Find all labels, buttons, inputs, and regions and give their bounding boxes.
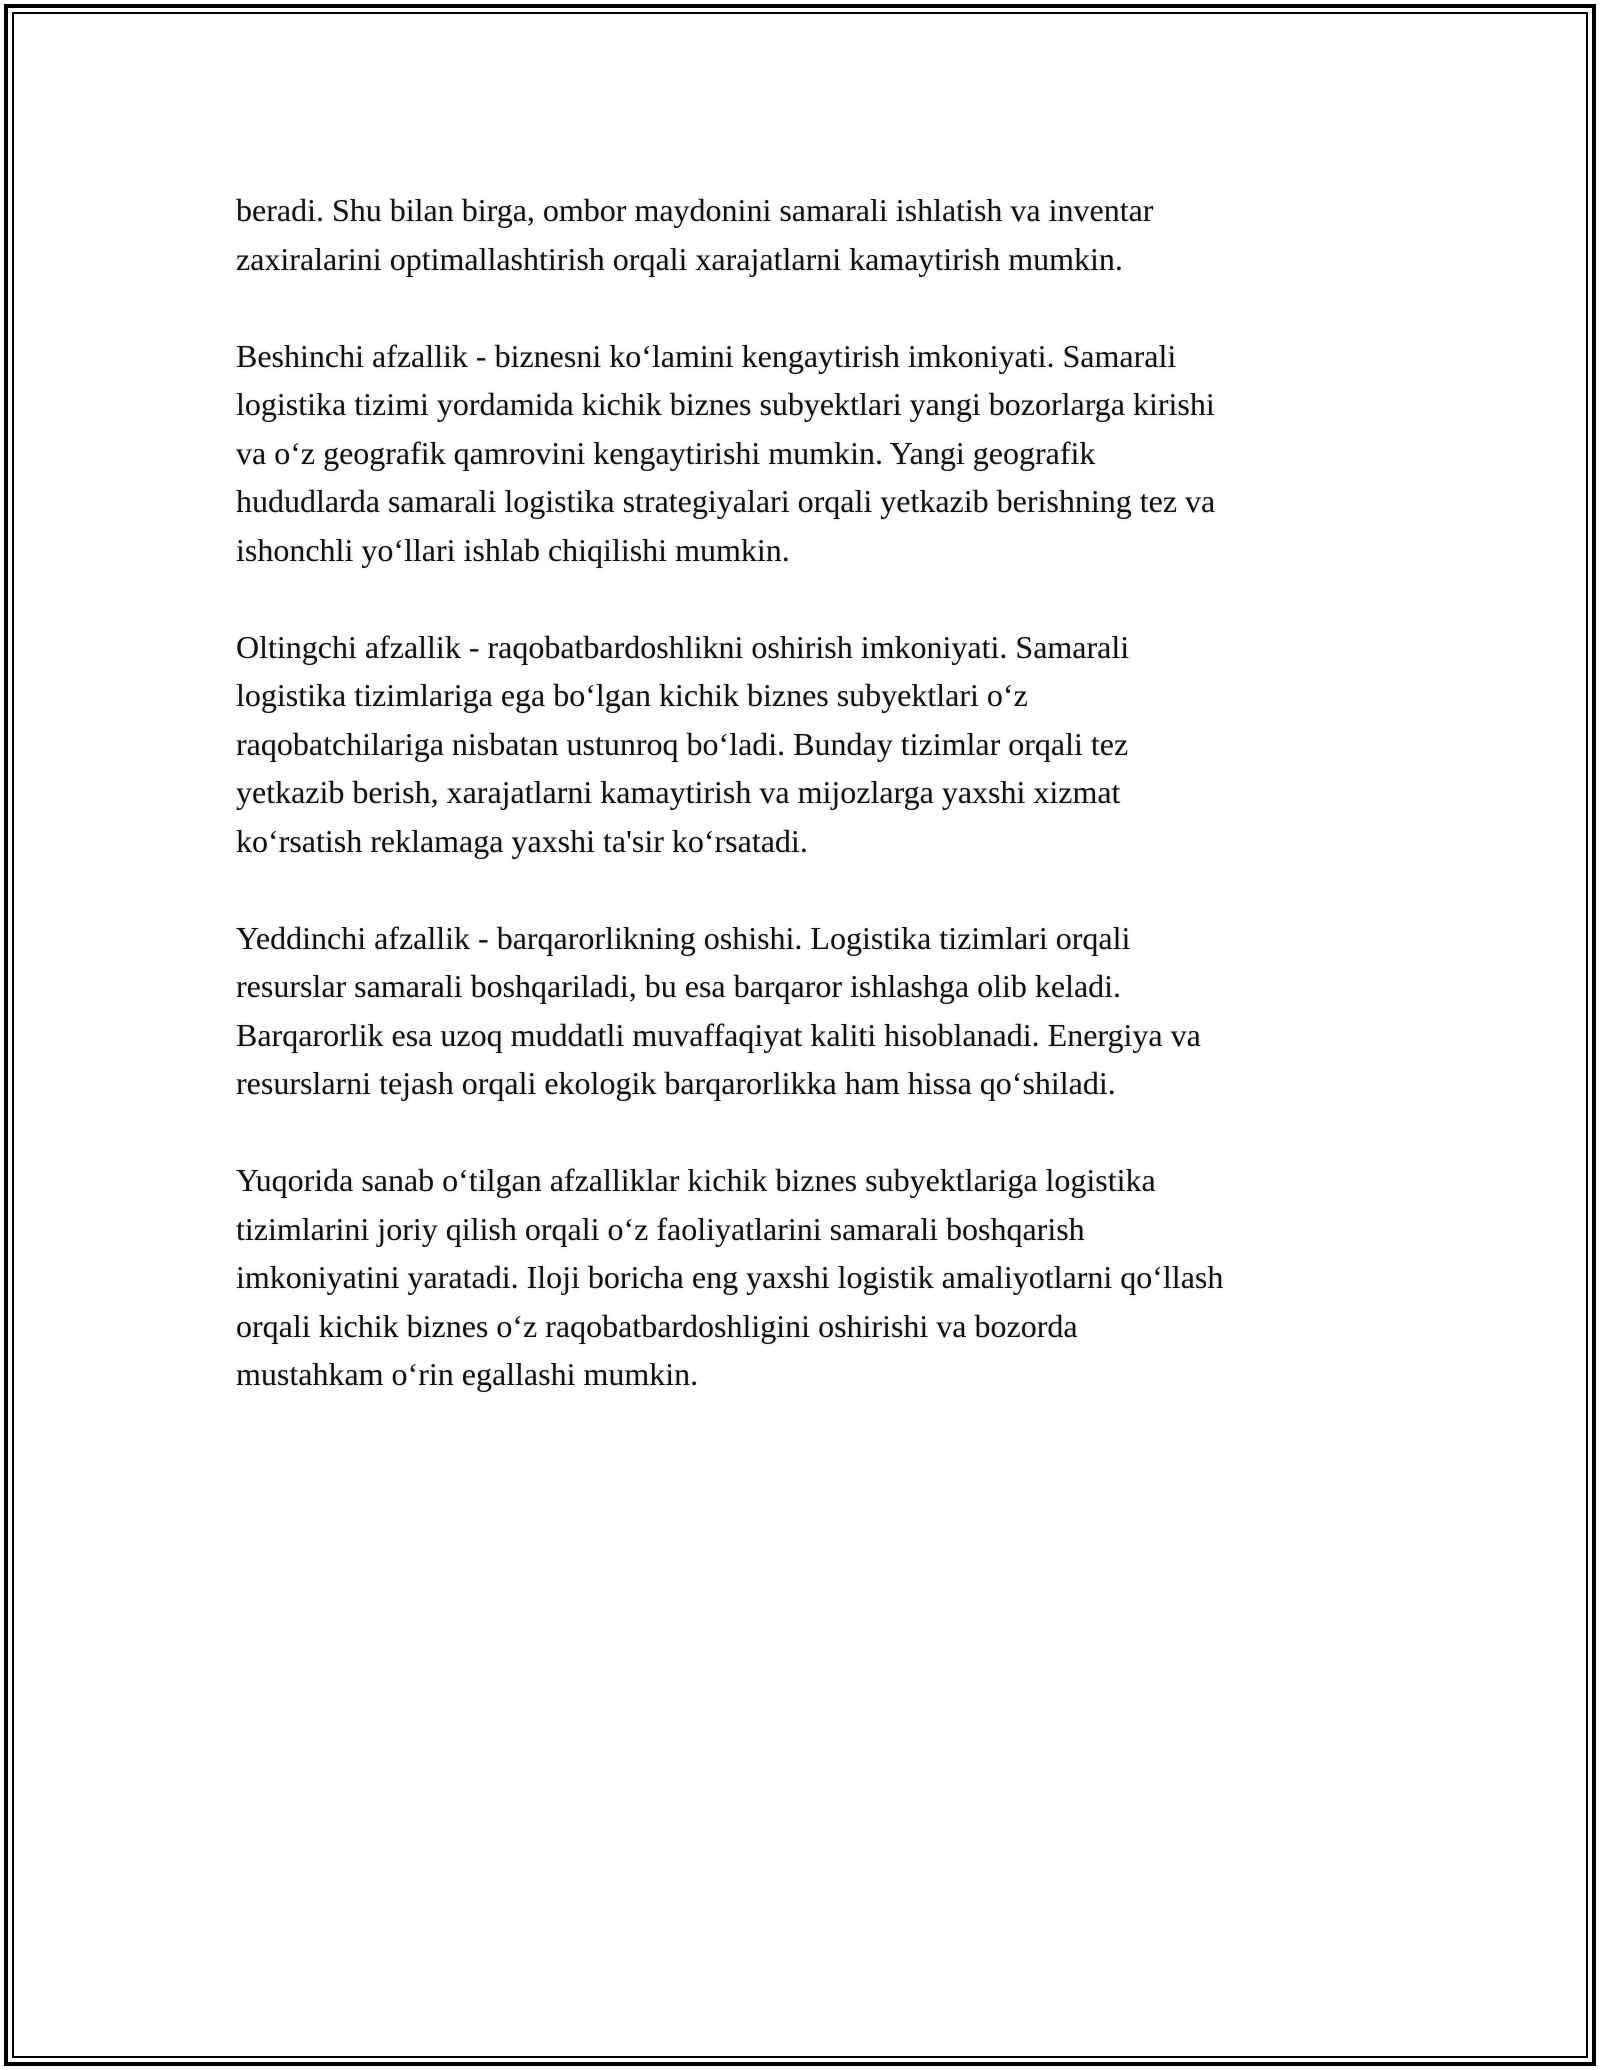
text-line: logistika tizimi yordamida kichik biznes subyektlari yangi bozorlarga kirishi [236,386,1215,422]
text-line: va o‘z geografik qamrovini kengaytirishi mumkin. Yangi geografik [236,434,1096,471]
text-line: Yeddinchi afzallik - barqarorlikning oshishi. Logistika tizimlari orqali [236,919,1131,956]
text-line: Beshinchi afzallik - biznesni ko‘lamini kengaytirish imkoniyati. Samarali [236,337,1177,374]
text-line: mustahkam o‘rin egallashi mumkin. [236,1356,699,1392]
text-line: Oltingchi afzallik - raqobatbardoshlikni oshirish imkoniyati. Samarali [236,628,1130,665]
text-line: ko‘rsatish reklamaga yaxshi ta'sir ko‘rsatadi. [236,822,808,859]
paragraph-5 [236,1156,1376,1399]
text-line: logistika tizimlariga ega bo‘lgan kichik biznes subyektlari o‘z [236,677,1028,713]
text-line: ishonchli yo‘llari ishlab chiqilishi mumkin. [236,531,790,568]
text-line: orqali kichik biznes o‘z raqobatbardoshligini oshirishi va bozorda [236,1307,1078,1344]
text-line: yetkazib berish, xarajatlarni kamaytirish va mijozlarga yaxshi xizmat [236,774,1121,810]
paragraph-2 [236,332,1376,575]
document-body [236,186,1376,1447]
text-line: beradi. Shu bilan birga, ombor maydonini samarali ishlatish va inventar [236,192,1154,228]
text-line: raqobatchilariga nisbatan ustunroq bo‘ladi. Bunday tizimlar orqali tez [236,725,1129,762]
text-line: zaxiralarini optimallashtirish orqali xarajatlarni kamaytirish mumkin. [236,240,1123,277]
paragraph-1 [236,186,1376,283]
paragraph-4 [236,914,1376,1108]
text-line: resurslar samarali boshqariladi, bu esa barqaror ishlashga olib keladi. [236,968,1122,1004]
text-line: hududlarda samarali logistika strategiyalari orqali yetkazib berishning tez va [236,483,1216,519]
text-line: Yuqorida sanab o‘tilgan afzalliklar kichik biznes subyektlariga logistika [236,1162,1156,1198]
text-line: imkoniyatini yaratadi. Iloji boricha eng yaxshi logistik amaliyotlarni qo‘llash [236,1259,1224,1295]
paragraph-3 [236,623,1376,866]
text-line: resurslarni tejash orqali ekologik barqarorlikka ham hissa qo‘shiladi. [236,1065,1116,1101]
text-line: tizimlarini joriy qilish orqali o‘z faoliyatlarini samarali boshqarish [236,1210,1085,1247]
text-line: Barqarorlik esa uzoq muddatli muvaffaqiyat kaliti hisoblanadi. Energiya va [236,1016,1201,1053]
